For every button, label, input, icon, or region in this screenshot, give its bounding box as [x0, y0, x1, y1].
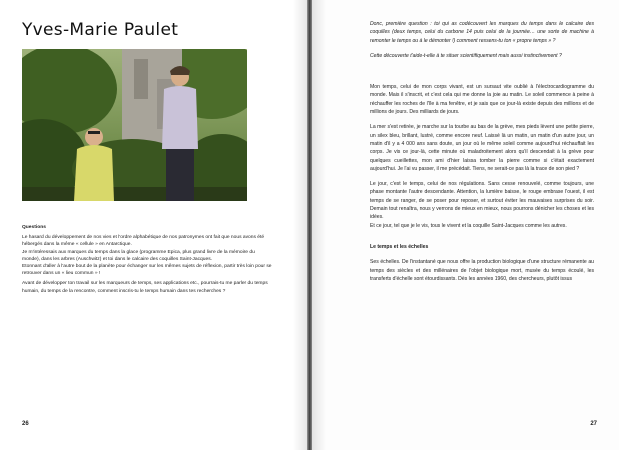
spine-shadow-right	[312, 0, 326, 450]
section-heading: Le temps et les échelles	[370, 243, 429, 250]
page-number-right: 27	[590, 421, 597, 427]
photo-icon	[22, 49, 247, 201]
question-paragraph: Avant de développer ton travail sur les marqueurs de temps, ses applications etc., pourrais-tu me parler du temps humain, du temps de la rencontre, comment inscris-tu le temps humain dans tes recherches ?	[22, 281, 268, 294]
answer-paragraph: Et ce jour, tel que je le vis, tous le vivent et la coquille Saint-Jacques comme les autres.	[370, 222, 567, 229]
answer-paragraph: La mer s'est retirée, je marche sur la tourbe au bas de la grève, mes pieds lèvent une petite pierre, un silex bleu, brillant, lustré, comme encore neuf. Laissé là un matin, un matin d'un autre jour, un matin d'il y a 4 000 ans sans doute, un jour où le même soleil comme aujourd'hui réchauffait les corps. Je vis ce jour-là, cette minute où maladroitement alors qu'il descendait à la grève pour quelques cueillettes, mon ami d'hier laissa tomber la pierre comme si c'était exactement aujourd'hui. Je l'ai vu passer, il me précédait. Tiens, ne serait-ce pas là la trace de son pied ?	[370, 124, 594, 172]
author-photo	[22, 49, 247, 201]
answer-paragraph: Mon temps, celui de mon corps vivant, est un sursaut vite oublié à l'électrocardiogramme du monde. Mais il s'inscrit, et c'est cela qui me donne la joie au matin. Le soleil commence à peine à réchauffer les roches de l'île à ma fenêtre, et je sais que ce jour-là existe depuis des millions et de millions de jours. Des milliards de jours.	[370, 84, 594, 116]
spine-shadow-left	[293, 0, 307, 450]
section-paragraph: Ses échelles. De l'instantané que nous offre la production biologique d'une structure rémanente au temps des siècles et des millénaires de l'objet biologique mort, musée du temps écoulé, les transferts d'échelle sont étourdissants. Dès les années 1960, des chercheurs, plutôt issus	[370, 259, 594, 282]
intro-question: Donc, première question : toi qui as codécouvert les marques du temps dans le calcaire des coquilles (deux temps, celui du carbone 14 puis celui de la journée… une sorte de machine à remonter le temps ou à le démonter !) comment ressens-tu ton « propre temps » ?	[370, 21, 594, 44]
page-number-left: 26	[22, 421, 29, 427]
questions-heading: Questions	[22, 225, 46, 230]
question-paragraph: Etonnant d'aller à l'autre bout de la planète pour échanger sur les mêmes sujets de réflexion, partir très loin pour se retrouver dans un « lieu commun » !	[22, 264, 272, 277]
question-paragraph: Le hasard du développement de nos vies et l'ordre alphabétique de nos patronymes ont fait que nous avons été hébergés dans la même « cellule » en Antarctique.	[22, 235, 265, 248]
questions-block	[22, 224, 272, 298]
answer-block	[370, 20, 594, 290]
answer-paragraph: Le jour, c'est le temps, celui de nos régulations. Sans cesse renouvelé, comme toujours, une phase montante l'autre descendante. Attention, la lumière baisse, le rouge embrase l'ouest, il est temps de se ranger, de se poser pour reposer, et surtout éviter les mauvaises surprises du soir. Demain tout renaîtra, nous y verrons de mieux en mieux, nous pourrons dénicher les choses et les idées.	[370, 181, 594, 221]
author-name: Yves-Marie Paulet	[22, 20, 179, 40]
intro-question-followup: Cette découverte t'aide-t-elle à te situer scientifiquement mais aussi instinctivement ?	[370, 52, 562, 59]
question-paragraph: Je m'intéressais aux marques du temps dans la glace (programme Epica, plus grand livre de la mémoire du monde), dans les arbres (Auschwitz) et toi dans le calcaire des coquilles Saint-Jacques.	[22, 249, 255, 262]
left-page	[0, 0, 307, 450]
right-page	[312, 0, 619, 450]
